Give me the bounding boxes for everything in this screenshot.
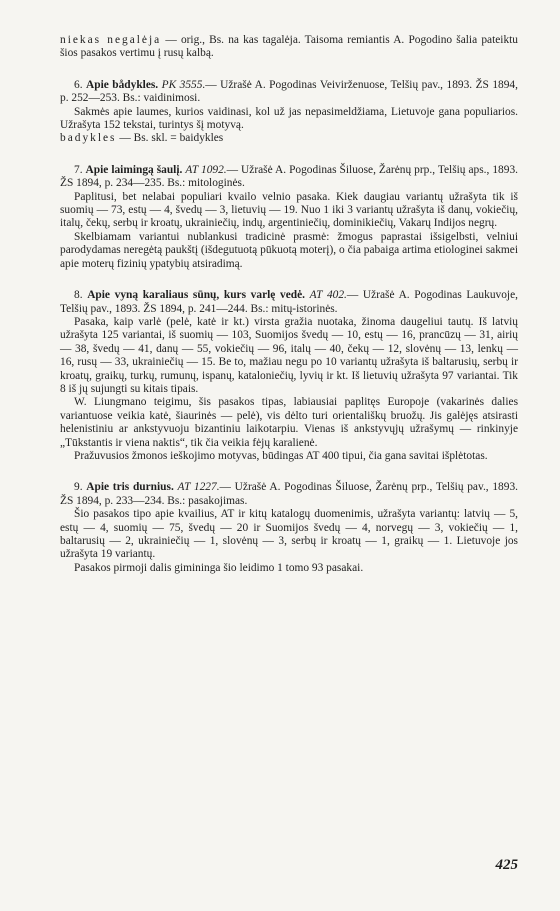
entry-7 <box>60 164 518 271</box>
entry-6-glossary <box>60 132 518 145</box>
entry-8-header <box>60 289 518 316</box>
page-number: 425 <box>495 857 518 873</box>
entry-8-paragraph-2: W. Liungmano teigimu, šis pasakos tipas, labiausiai paplitęs Europoje (vakarinės dalies variantuose veikia katė, šiaurinės — pelė), vis dėlto turi orientališkų bruožų. Jis galėjęs atsirasti helenistiniu ar ankstyvuoju bizantiniu laikotarpiu. Vienas iš ankstyvųjų užrašymų — rinkinyje „Tūkstantis ir viena naktis“, tik čia veikia fėjų karalienė. <box>60 396 518 449</box>
entry-9-paragraph-2: Pasakos pirmoji dalis gimininga šio leidimo 1 tomo 93 pasakai. <box>74 561 364 574</box>
entry-source: — Užrašė A. Pogodinas Veivirženuose, Telšių pav., 1893. ŽS 1894, p. 252—253. Bs.: vaidinimosi. <box>60 78 518 105</box>
entry-title: Apie tris durnius. <box>86 481 174 494</box>
entry-9-paragraph-1: Šio pasakos tipo apie kvailius, AT ir kitų katalogų duomenimis, užrašyta variantų: latvių — 5, estų — 4, suomių — 75, švedų — 20 ir Suomijos švedų — 4, norvegų — 3, vokiečių — 1, baltarusių — 2, ukrainiečių — 1, slovėnų — 3, serbų ir kroatų — 1, graikų — 1. Lietuvoje jos užrašyta 19 variantų. <box>60 508 518 561</box>
entry-ref: AT 402. <box>309 289 347 302</box>
entry-6-paragraph: Sakmės apie laumes, kurios vaidinasi, kol už jas nepasimeldžiama, Lietuvoje gana populiarios. Užrašyta 152 tekstai, turintys šį motyvą. <box>60 105 518 132</box>
intro-term: niekas negalėja <box>60 34 162 46</box>
entry-number: 6. <box>74 78 83 91</box>
entry-6 <box>60 79 518 146</box>
entry-9-header <box>60 481 518 508</box>
entry-title: Apie vyną karaliaus sūnų, kurs varlę vedė. <box>87 289 305 302</box>
entry-ref: AT 1092. <box>185 163 227 176</box>
entry-ref: AT 1227. <box>177 481 220 494</box>
entry-6-header <box>60 79 518 106</box>
entry-ref: PK 3555. <box>161 78 206 91</box>
entry-9 <box>60 481 518 575</box>
entry-8-paragraph-3: Pražuvusios žmonos ieškojimo motyvas, būdingas AT 400 tipui, čia gana savitai išplėtotas. <box>74 449 488 462</box>
gloss-term: badykles <box>60 132 117 145</box>
entry-source: — Užrašė A. Pogodinas Šiluose, Žarėnų prp., Telšių pav., 1893. ŽS 1894, p. 233—234. Bs.: pasakojimas. <box>60 481 518 507</box>
entry-8 <box>60 289 518 463</box>
intro-paragraph <box>60 34 518 61</box>
entry-8-paragraph-1: Pasaka, kaip varlė (pelė, katė ir kt.) virsta gražia nuotaka, žinoma daugeliui tautų. Iš latvių užrašyta 125 variantai, iš suomių — 103, Suomijos švedų — 10, estų — 16, prancūzų — 31, airių — 38, švedų — 41, danų — 55, vokiečių — 96, italų — 40, čekų — 12, slovėnų — 13, lenkų — 16, rusų — 33, ukrainiečių — 15. Be to, mažiau negu po 10 variantų užrašyta iš baltarusių, serbų ir kroatų, graikų, turkų, rumunų, ispanų, kataloniečių, lyvių ir kt. Iš lietuvių užrašyta 97 variantai. Tik 8 iš jų sujungti su kitais tipais. <box>60 315 518 395</box>
intro-text: — orig., Bs. na kas tagalėja. Taisoma remiantis A. Pogodino šalia pateiktu šios pasakos vertimu į rusų kalbą. <box>60 34 519 60</box>
gloss-text: — Bs. skl. = baidykles <box>119 132 224 145</box>
entry-7-paragraph-2: Skelbiamam variantui nublankusi tradicinė prasmė: žmogus paprastai išsigelbsti, velniui parodydamas neregėtą paukštį (išdegutuotą pūkuotą moterį), o čia pabaiga artima etiologinei sakmei apie moterų fizinių ypatybių atsiradimą. <box>60 230 518 270</box>
entry-7-header <box>60 164 518 191</box>
entry-title: Apie laimingą šaulį. <box>85 163 183 176</box>
entry-title: Apie bådykles. <box>86 78 159 91</box>
entry-number: 8. <box>74 289 83 302</box>
entry-number: 7. <box>74 163 83 176</box>
entry-number: 9. <box>74 481 83 494</box>
entry-source: — Užrašė A. Pogodinas Šiluose, Žarėnų prp., Telšių aps., 1893. ŽS 1894, p. 234—235. Bs.: mitologinės. <box>60 163 518 190</box>
entry-7-paragraph-1: Paplitusi, bet nelabai populiari kvailo velnio pasaka. Kiek daugiau variantų užrašyta tik iš suomių — 73, estų — 4, švedų — 3, lietuvių — 19. Nuo 1 iki 3 variantų užrašyta iš danų, vokiečių, italų, čekų, serbų ir kroatų, ukrainiečių, indų, argentiniečių, dominikiečių, Vakarų Indijos negrų. <box>60 190 518 230</box>
entry-source: — Užrašė A. Pogodinas Laukuvoje, Telšių pav., 1893. ŽS 1894, p. 241—244. Bs.: mitų-istorinės. <box>60 289 518 315</box>
